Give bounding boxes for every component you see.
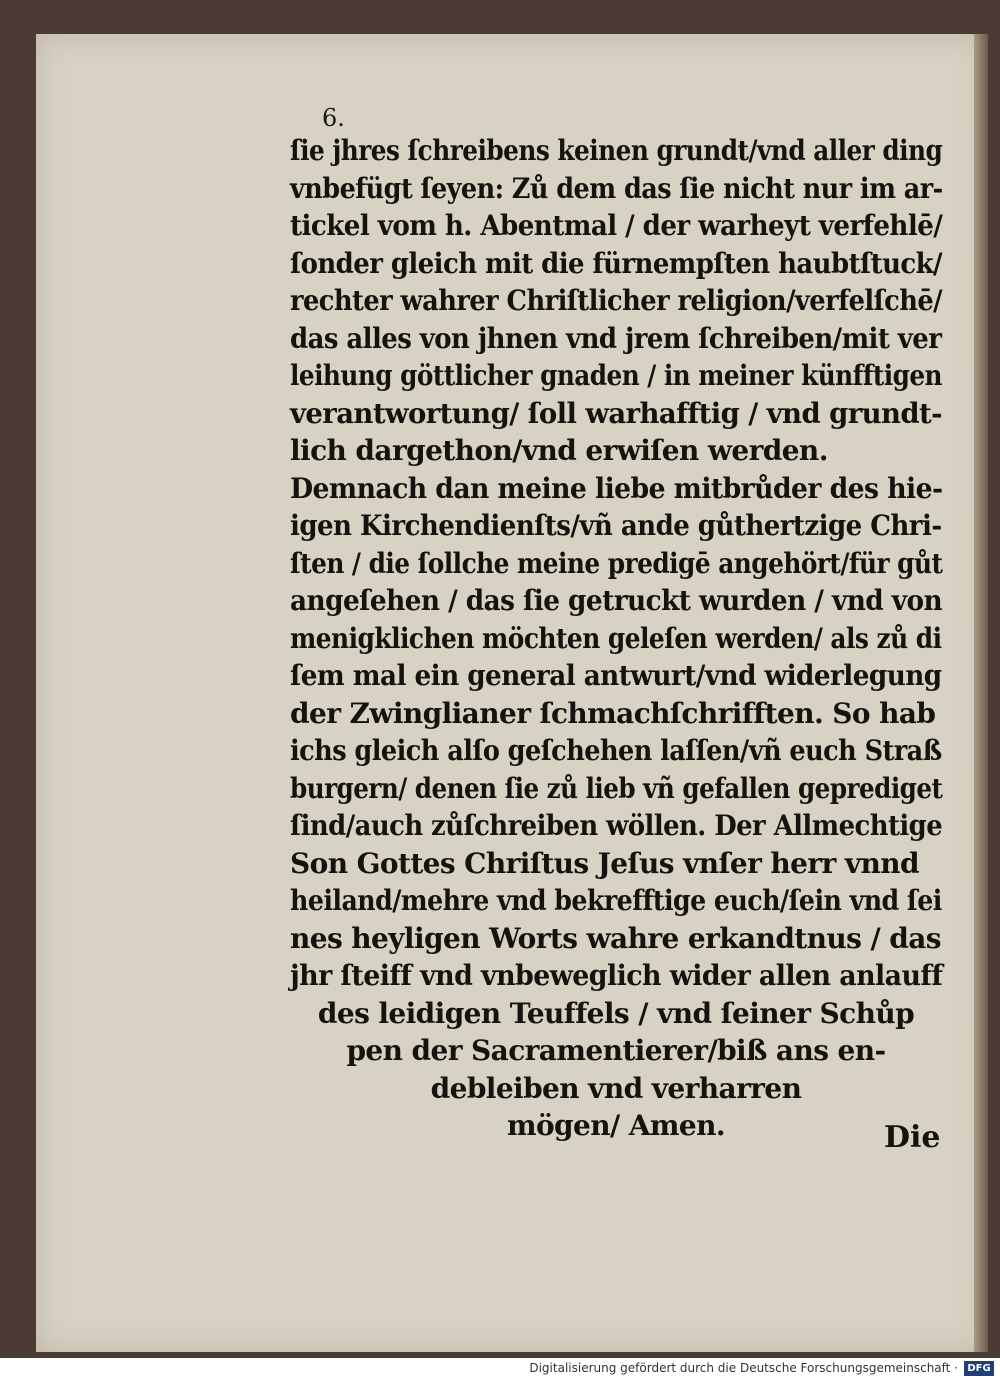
text-line: ſind/auch zůſchreiben wöllen. Der Allmechtige (290, 809, 943, 842)
text-line: rechter wahrer Chriſtlicher religion/verfelſchē/ (290, 284, 942, 317)
text-line: burgern/ denen ſie zů lieb vñ gefallen geprediget (290, 771, 943, 805)
catchword: Die (884, 1120, 941, 1155)
text-line: vnbefügt ſeyen: Zů dem das ſie nicht nur im ar- (290, 171, 943, 205)
margin-marks (178, 1135, 184, 1156)
text-line: des leidigen Teuffels / vnd ſeiner Schůp (317, 996, 915, 1030)
text-line: Son Gottes Chriſtus Jeſus vnſer herr vnnd (290, 846, 920, 880)
page-number: 6. (322, 104, 345, 132)
text-line: angeſehen / das ſie getruckt wurden / vnd von (290, 584, 943, 617)
text-line: jhr ſteiff vnd vnbeweglich wider allen anlauff (290, 959, 943, 992)
text-line: igen Kirchendienſts/vñ ande gůthertzige Chri- (290, 509, 942, 542)
text-line: Demnach dan meine liebe mitbrůder des hie- (290, 471, 943, 505)
text-line: tickel vom h. Abentmal / der warheyt verfehlē/ (290, 209, 943, 242)
text-line: heiland/mehre vnd bekrefftige euch/ſein vnd ſei (290, 884, 942, 917)
text-line: lich dargethon/vnd erwiſen werden. (290, 434, 828, 467)
funding-notice: Digitalisierung gefördert durch die Deutsche Forschungsgemeinschaft · (529, 1361, 958, 1375)
dfg-logo: DFG (964, 1361, 994, 1376)
text-line: ſten / die ſollche meine predigē angehört/für gůt (290, 546, 943, 580)
body-text (290, 132, 942, 1145)
text-line: nes heyligen Worts wahre erkandtnus / das (290, 921, 941, 955)
text-line: menigklichen möchten geleſen werden/ als zů di (290, 621, 942, 655)
text-line: pen der Sacramentierer/biß ans en- (346, 1034, 886, 1067)
text-line: ſem mal ein general antwurt/vnd widerlegung (290, 659, 942, 692)
text-line: ſonder gleich mit die fürnempſten haubtſtuck/ (290, 246, 942, 280)
text-line: ſie jhres ſchreibens keinen grundt/vnd aller ding (290, 134, 943, 167)
show-through-text (190, 230, 260, 256)
page-edge (974, 34, 988, 1352)
text-line: das alles von jhnen vnd jrem ſchreiben/mit ver (290, 321, 942, 355)
text-line: ichs gleich alſo geſchehen laſſen/vñ euch Straß (290, 734, 942, 767)
footer-bar (0, 1358, 1000, 1380)
text-line: leihung göttlicher gnaden / in meiner künfftigen (290, 359, 942, 392)
text-line: der Zwinglianer ſchmachſchrifften. So hab (290, 696, 936, 730)
text-line: debleiben vnd verharren (430, 1071, 802, 1105)
text-line: mögen/ Amen. (506, 1109, 726, 1142)
text-line: verantwortung/ ſoll warhafftig / vnd grundt- (290, 396, 942, 430)
